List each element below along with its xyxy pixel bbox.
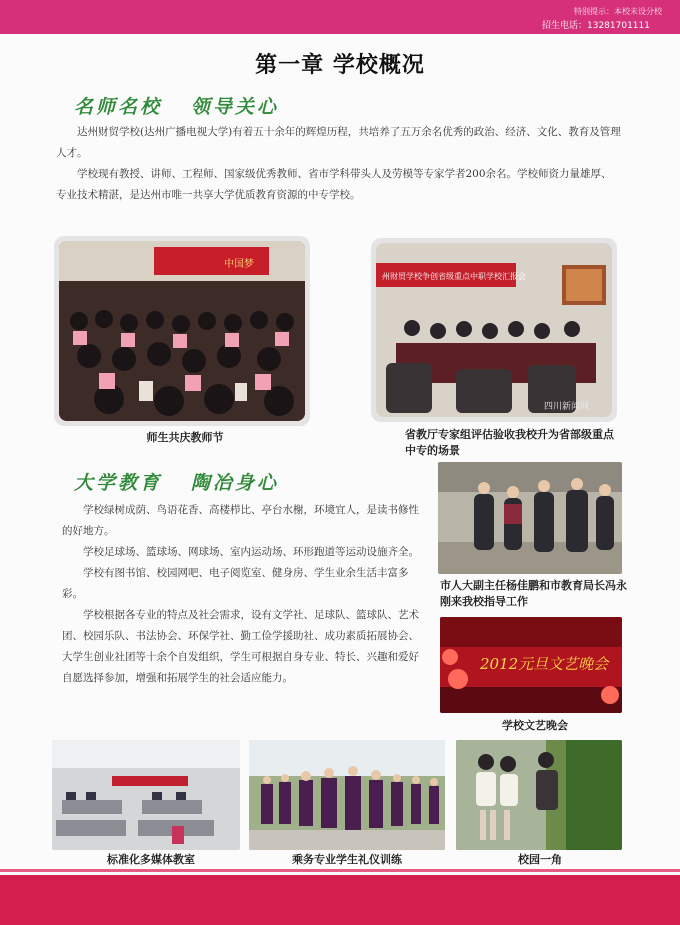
- inspection-meeting-photo: [376, 243, 612, 417]
- inspection-watermark-text: 四川新闻网: [544, 402, 590, 412]
- section2-paragraph: 学校绿树成荫、鸟语花香、高楼栉比、亭台水榭，环境宜人，是读书修性的好地方。: [62, 504, 419, 537]
- section2-text: [62, 500, 427, 689]
- inspection-caption: 省教厅专家组评估验收我校升为省部级重点中专的场景: [405, 428, 614, 457]
- leaders-visit-photo: [438, 462, 622, 574]
- section-heading-famous-teachers: 名师名校 领导关心: [74, 96, 279, 118]
- section-heading-university-education: 大学教育 陶冶身心: [74, 472, 279, 494]
- enrollment-phone: 招生电话：13281701111: [542, 21, 650, 31]
- teachers-day-photo: [59, 241, 305, 421]
- multimedia-classroom-caption: 标准化多媒体教室: [107, 853, 195, 866]
- section2-paragraph: 学校有图书馆、校园网吧、电子阅览室、健身房、学生业余生活丰富多彩。: [62, 567, 409, 600]
- new-year-gala-photo: [440, 617, 622, 713]
- teachers-day-banner-text: 中国梦: [224, 259, 254, 270]
- section2-paragraph: 学校足球场、篮球场、网球场、室内运动场、环形跑道等运动设施齐全。: [83, 546, 419, 558]
- chapter-title: 第一章 学校概况: [255, 53, 425, 78]
- gala-banner-text: 2012元旦文艺晚会: [480, 655, 609, 673]
- etiquette-training-photo: [249, 740, 445, 850]
- leaders-visit-caption: 市人大副主任杨佳鹏和市教育局长冯永刚来我校指导工作: [440, 579, 627, 608]
- top-banner: [0, 0, 680, 34]
- campus-corner-caption: 校园一角: [518, 853, 562, 866]
- multimedia-classroom-photo: [52, 740, 240, 850]
- inspection-banner-text: 州财贸学校争创省级重点中职学校汇报会: [382, 272, 526, 281]
- branch-notice: 特别提示：本校未设分校: [574, 7, 662, 16]
- etiquette-training-caption: 乘务专业学生礼仪训练: [292, 853, 402, 866]
- section1-paragraph: 学校现有教授、讲师、工程师、国家级优秀教师、省市学科带头人及劳模等专家学者200余名。学校师资力量雄厚、专业技术精湛，是达州市唯一共享大学优质教育资源的中专学校。: [56, 168, 612, 201]
- teachers-day-caption: 师生共庆教师节: [146, 431, 224, 444]
- campus-corner-photo: [456, 740, 622, 850]
- gala-caption: 学校文艺晚会: [502, 719, 568, 732]
- bottom-banner: [0, 875, 680, 925]
- section1-paragraph: 达州财贸学校(达州广播电视大学)有着五十余年的辉煌历程，共培养了五万余名优秀的政治、经济、文化、教育及管理人才。: [56, 126, 621, 159]
- section1-text: [56, 122, 621, 206]
- section2-paragraph: 学校根据各专业的特点及社会需求，设有文学社、足球队、篮球队、艺术团、校园乐队、书法协会、环保学社、勤工俭学援助社、成功素质拓展协会、大学生创业社团等十余个自发组织，学生可根据自身专业、特长、兴趣和爱好自愿选择参加，增强和拓展学生的社会适应能力。: [62, 609, 419, 684]
